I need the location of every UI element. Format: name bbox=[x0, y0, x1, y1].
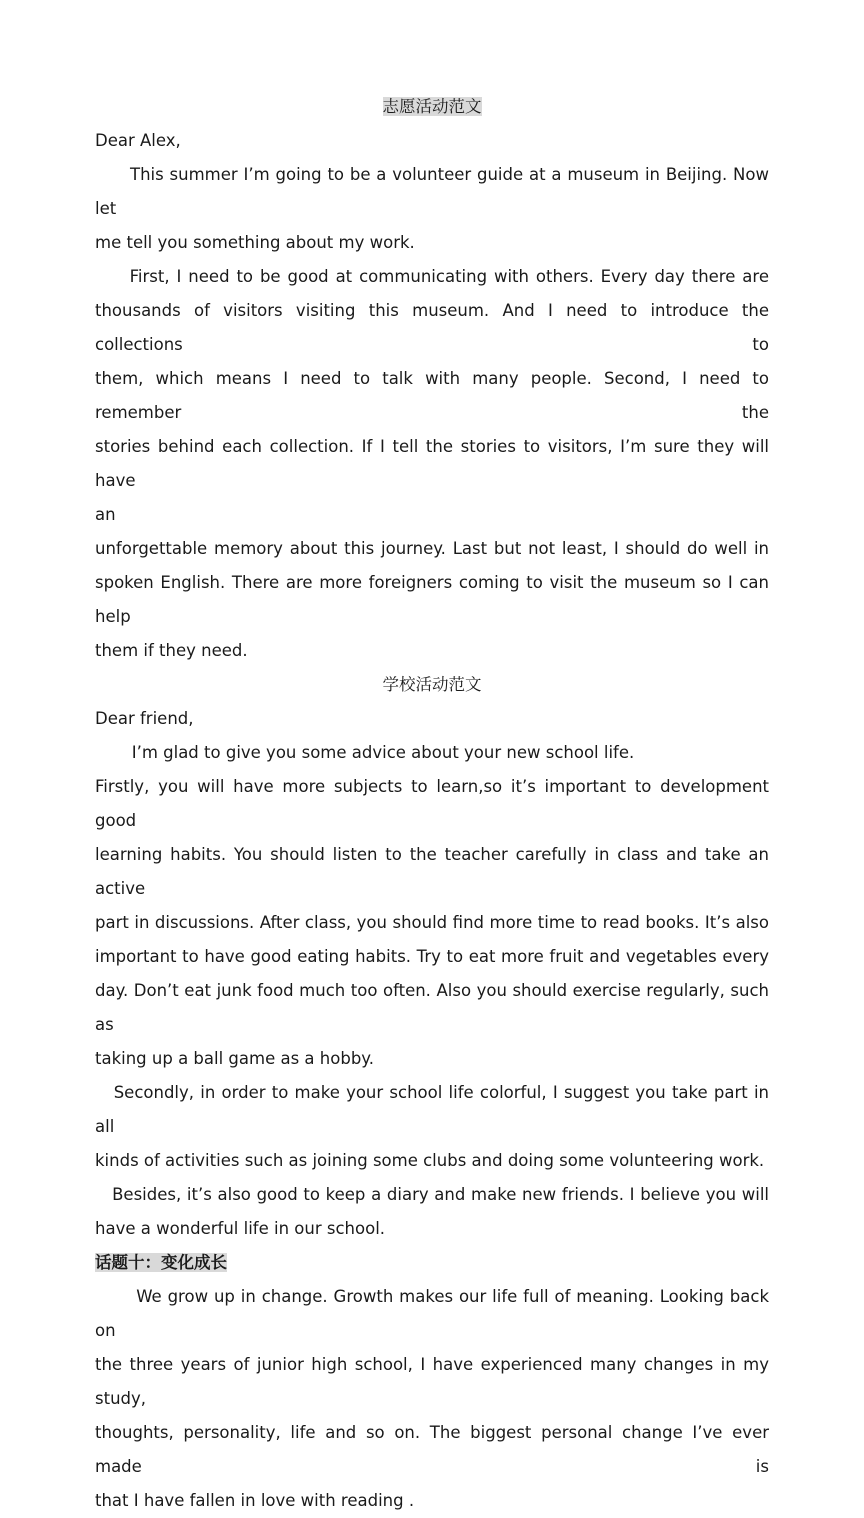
paragraph-line: Secondly, in order to make your school life colorful, I suggest you take part in all bbox=[95, 1083, 775, 1136]
paragraph-line: an bbox=[95, 505, 116, 524]
paragraph-line: stories behind each collection. If I tell the stories to visitors, I’m sure they will have bbox=[95, 437, 769, 490]
paragraph-line: I’m glad to give you some advice about your new school life. bbox=[95, 743, 635, 762]
section-title-school: 学校活动范文 bbox=[382, 675, 482, 694]
paragraph-line: have a wonderful life in our school. bbox=[95, 1219, 386, 1238]
paragraph-line: important to have good eating habits. Try to eat more fruit and vegetables every bbox=[95, 947, 769, 966]
paragraph-line: that I have fallen in love with reading . bbox=[95, 1491, 415, 1510]
greeting-alex: Dear Alex, bbox=[95, 131, 181, 150]
paragraph-line: day. Don’t eat junk food much too often. Also you should exercise regularly, such as bbox=[95, 981, 769, 1034]
paragraph-line: part in discussions. After class, you should find more time to read books. It’s also bbox=[95, 913, 769, 932]
paragraph-line: the three years of junior high school, I have experienced many changes in my study, bbox=[95, 1355, 769, 1408]
section-growth bbox=[95, 1246, 769, 1280]
paragraph-line: We grow up in change. Growth makes our life full of meaning. Looking back on bbox=[95, 1287, 775, 1340]
paragraph-line: them if they need. bbox=[95, 641, 248, 660]
document-page bbox=[95, 90, 775, 1518]
paragraph-line: Firstly, you will have more subjects to learn,so it’s important to development good bbox=[95, 777, 769, 830]
paragraph-line: spoken English. There are more foreigners coming to visit the museum so I can help bbox=[95, 573, 769, 626]
paragraph-line: unforgettable memory about this journey. Last but not least, I should do well in bbox=[95, 539, 769, 558]
paragraph-line: This summer I’m going to be a volunteer guide at a museum in Beijing. Now let bbox=[95, 165, 775, 218]
paragraph-line: Besides, it’s also good to keep a diary and make new friends. I believe you will bbox=[95, 1185, 769, 1204]
section-title-volunteer: 志愿活动范文 bbox=[382, 97, 482, 116]
section-volunteer bbox=[95, 90, 769, 124]
paragraph-line: taking up a ball game as a hobby. bbox=[95, 1049, 374, 1068]
paragraph-line: thousands of visitors visiting this museum. And I need to introduce the collections to bbox=[95, 301, 769, 354]
paragraph-line: learning habits. You should listen to the teacher carefully in class and take an active bbox=[95, 845, 769, 898]
greeting-friend: Dear friend, bbox=[95, 709, 194, 728]
paragraph-line: thoughts, personality, life and so on. The biggest personal change I’ve ever made is bbox=[95, 1423, 769, 1476]
section-title-growth: 话题十：变化成长 bbox=[95, 1253, 227, 1272]
paragraph-line: me tell you something about my work. bbox=[95, 233, 415, 252]
paragraph-line: kinds of activities such as joining some clubs and doing some volunteering work. bbox=[95, 1151, 765, 1170]
paragraph-line: them, which means I need to talk with many people. Second, I need to remember the bbox=[95, 369, 769, 422]
paragraph-line: First, I need to be good at communicating with others. Every day there are bbox=[95, 267, 769, 286]
section-school bbox=[95, 668, 769, 702]
